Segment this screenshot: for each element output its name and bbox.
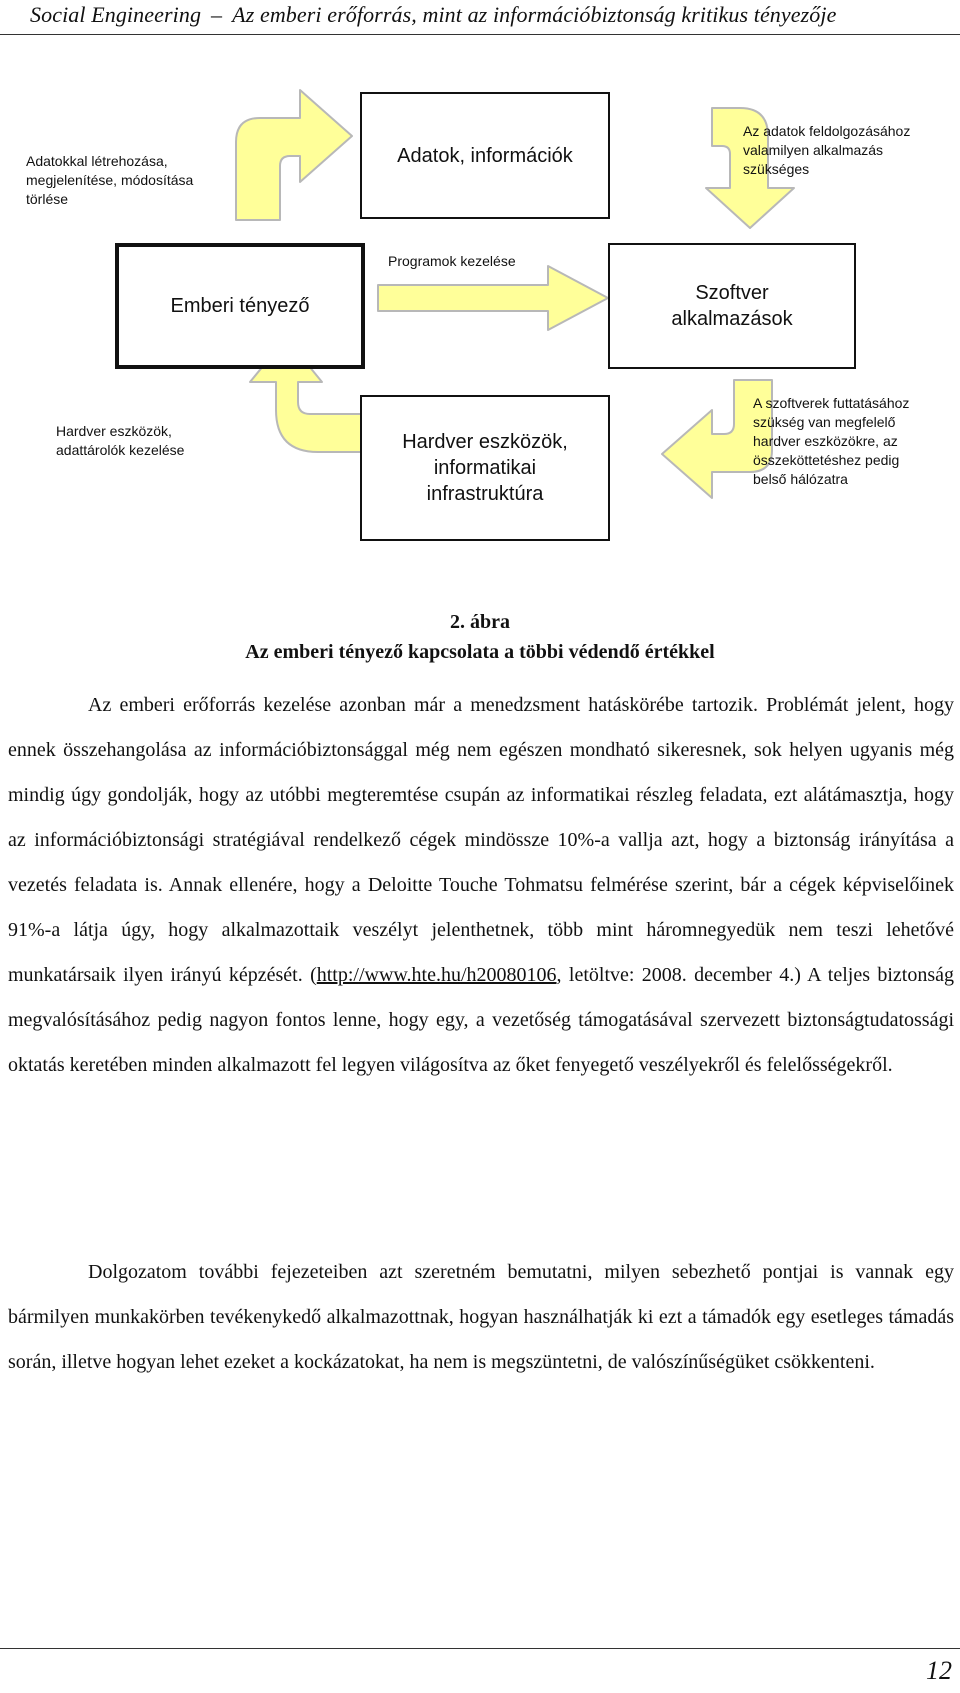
label-bottom-left-line: adattárolók kezelése — [56, 442, 185, 458]
software-label-2: alkalmazások — [671, 308, 793, 330]
label-top-right-line: szükséges — [743, 161, 810, 177]
running-head — [30, 2, 836, 28]
page-number: 12 — [926, 1656, 952, 1685]
hardware-label-1: Hardver eszközök, — [402, 431, 568, 453]
label-bottom-right-line: hardver eszközökre, az — [753, 433, 898, 449]
body-paragraph-1 — [8, 683, 954, 1088]
arrow-up-right — [236, 90, 352, 220]
label-middle: Programok kezelése — [388, 253, 516, 269]
running-head-right: Az emberi erőforrás, mint az információbiztonság kritikus tényezője — [232, 2, 837, 27]
body-paragraph-2 — [8, 1250, 954, 1385]
human-factor-box — [115, 243, 365, 369]
hardware-label-2: informatikai — [433, 457, 537, 479]
body-paragraph-2-text: Dolgozatom további fejezeteiben azt szeretném bemutatni, milyen sebezhető pontjai is vannak egy bármilyen munkakörben tevékenykedő alkalmazottnak, hogyan használhatják ki ezt a támadók egy esetleges támadás során, illetve hogyan lehet ezeket a kockázatokat, ha nem is megszüntetni, de valószínűségüket csökkenteni. — [8, 1261, 954, 1373]
running-head-left: Social Engineering — [30, 2, 202, 27]
page-header — [0, 0, 960, 35]
data-information-box — [360, 92, 610, 219]
data-information-label: Adatok, információk — [397, 144, 573, 167]
body-paragraph-1-part-a: Az emberi erőforrás kezelése azonban már a menedzsment hatáskörébe tartozik. Problémát jelent, hogy ennek összehangolása az információbiztonsággal még nem egészen mondható sikeresnek, sok helyen ugyanis még mindig úgy gondolják, hogy az utóbbi megteremtése csupán az informatikai részleg feladata, ezt alátámasztja, hogy az információbiztonsági stratégiával rendelkező cégek mindössze 10%-a vallja azt, hogy a biztonság irányítása a vezetés feladata is. Annak ellenére, hogy a Deloitte Touche Tohmatsu felmérése szerint, bár a cégek képviselőinek 91%-a látja úgy, hogy alkalmazottaik veszélyt jelenthetnek, több mint háromnegyedük nem teszi lehetővé munkatársaik ilyen irányú képzését. ( — [8, 694, 954, 986]
figure-caption-number: 2. ábra — [450, 611, 510, 633]
label-bottom-right — [753, 394, 953, 489]
label-top-left-line: Adatokkal létrehozása, — [26, 153, 168, 169]
label-top-left-line: megjelenítése, módosítása — [26, 172, 194, 188]
software-label-1: Szoftver — [695, 282, 769, 304]
footer-rule — [0, 1648, 960, 1649]
label-bottom-left-line: Hardver eszközök, — [56, 423, 172, 439]
label-bottom-right-line: A szoftverek futtatásához — [753, 395, 910, 411]
arrow-right — [378, 266, 608, 330]
reference-link[interactable]: http://www.hte.hu/h20080106 — [316, 964, 557, 986]
running-head-separator: – — [211, 2, 223, 27]
label-bottom-right-line: szükség van megfelelő — [753, 414, 896, 430]
label-bottom-left — [56, 422, 236, 460]
hardware-label-3: infrastruktúra — [426, 483, 544, 505]
figure-caption-title: Az emberi tényező kapcsolata a többi védendő értékkel — [245, 641, 715, 663]
hardware-box — [360, 395, 610, 541]
software-box — [608, 243, 856, 369]
label-top-left — [26, 152, 226, 209]
figure-diagram — [0, 80, 960, 550]
human-factor-label: Emberi tényező — [170, 295, 310, 317]
body-paragraph-1-part-b: , letöltve: 2008. december 4.) A teljes biztonság megvalósításához pedig nagyon fontos lenne, hogy egy, a vezetőség támogatásával szervezett biztonságtudatossági oktatás keretében minden alkalmazott fel legyen világosítva az őket fenyegető veszélyekről és felelősségekről. — [8, 964, 954, 1076]
label-top-right-line: valamilyen alkalmazás — [743, 142, 884, 158]
label-top-left-line: törlése — [26, 191, 69, 207]
label-bottom-right-line: belső hálózatra — [753, 471, 848, 487]
body-paragraph-1-text — [8, 683, 954, 1088]
label-bottom-right-line: összeköttetéshez pedig — [753, 452, 900, 468]
label-top-right-line: Az adatok feldolgozásához — [743, 123, 911, 139]
label-top-right — [743, 122, 948, 179]
